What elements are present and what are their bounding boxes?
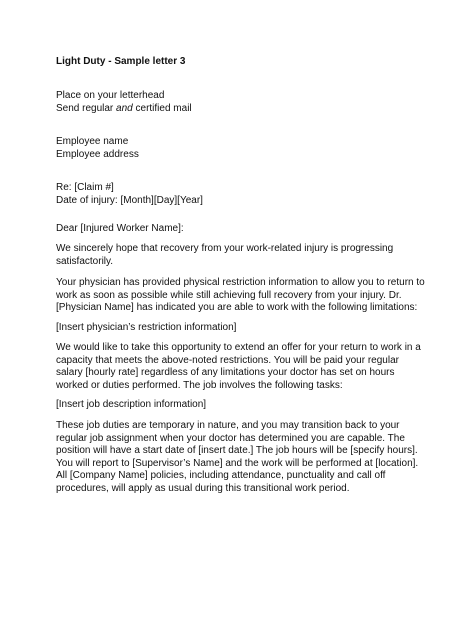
paragraph-physician-restrictions: Your physician has provided physical restriction information to allow you to return to work as soon as possible while still achieving full recovery from your injury. Dr. [Physician Name] has indicated you are able to work with the following limitations: <box>56 277 425 314</box>
paragraph-return-offer: We would like to take this opportunity to extend an offer for your return to work in a capacity that meets the above-noted restrictions. You will be paid your regular salary [hourly rate] regardless of any limitations your doctor has set on hours worked or duties performed. The job involves the following tasks: <box>56 342 421 391</box>
letterhead-instruction: Place on your letterhead <box>56 90 165 101</box>
injury-date: Date of injury: [Month][Day][Year] <box>56 194 203 206</box>
employee-info <box>56 136 426 161</box>
paragraph-restriction-placeholder: [Insert physician’s restriction information] <box>56 322 237 333</box>
claim-number: Re: [Claim #] <box>56 182 114 193</box>
mailing-instruction-prefix: Send regular <box>56 102 117 114</box>
paragraph-temporary-duties: These job duties are temporary in nature, and you may transition back to your regular job assignment when your doctor has determined you are capable. The position will have a start date of [insert date.] The job hours will be [specify hours]. You will report to [Supervisor’s Name] and the work will be performed at [location]. All [Company Name] policies, including attendance, punctuality and call off procedures, will apply as usual during this transitional work period. <box>56 420 419 494</box>
document-title: Light Duty - Sample letter 3 <box>56 56 186 67</box>
mailing-instruction-emphasis: and <box>116 102 133 114</box>
mailing-instruction <box>56 103 426 116</box>
salutation: Dear [Injured Worker Name]: <box>56 223 184 234</box>
letter-instructions <box>56 90 426 115</box>
mailing-instruction-suffix: certified mail <box>132 102 192 114</box>
paragraph-recovery: We sincerely hope that recovery from your work-related injury is progressing satisfactorily. <box>56 243 394 267</box>
employee-name: Employee name <box>56 136 129 147</box>
claim-reference <box>56 182 426 207</box>
paragraph-job-description-placeholder: [Insert job description information] <box>56 399 207 410</box>
employee-address: Employee address <box>56 148 139 160</box>
